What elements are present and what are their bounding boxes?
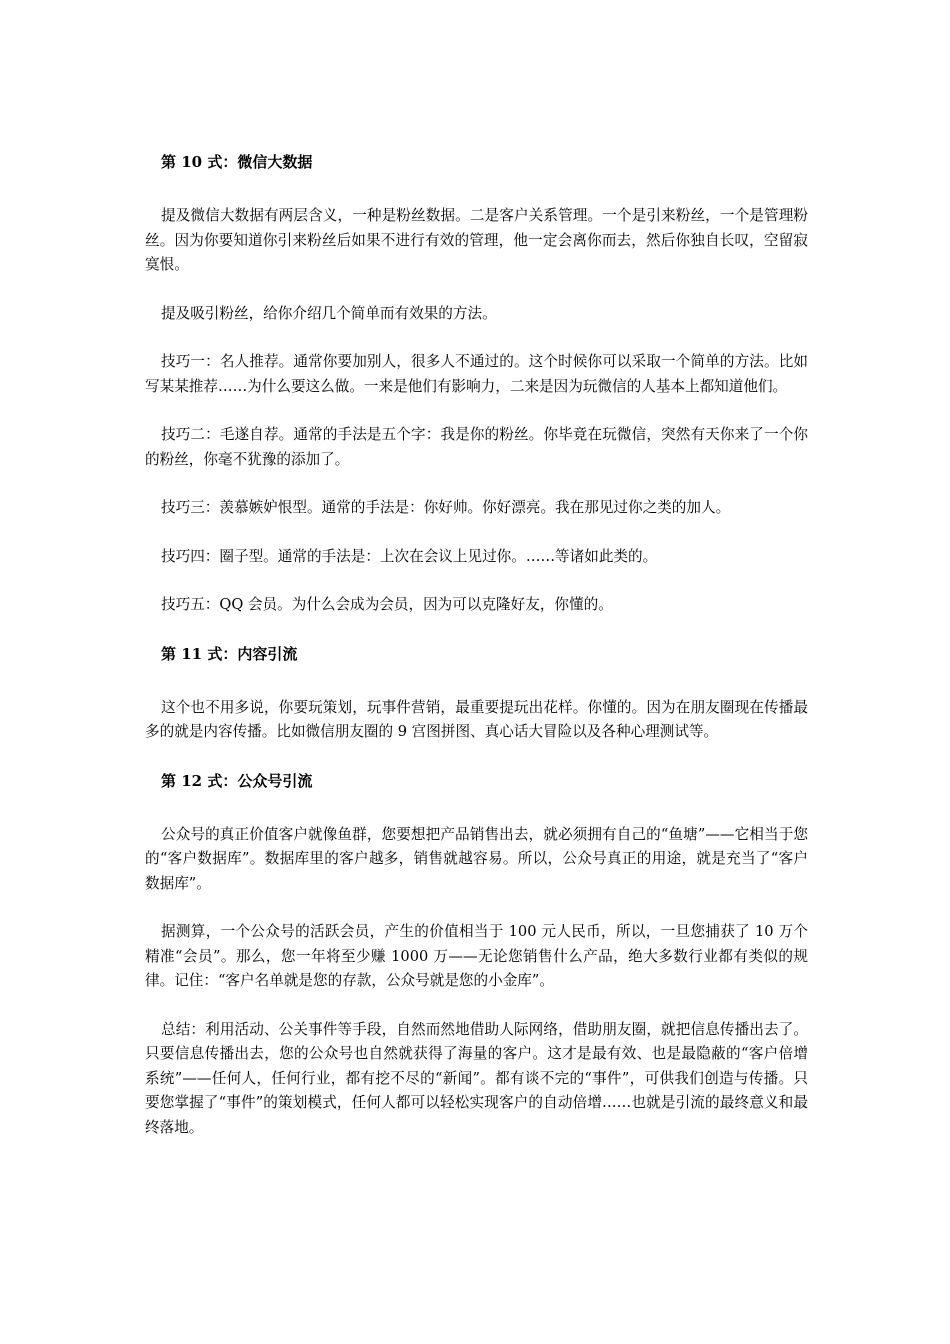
section-heading-12: 第 12 式：公众号引流 — [161, 771, 313, 790]
paragraph: 技巧四：圈子型。通常的手法是：上次在会议上见过你。……等诸如此类的。 — [161, 547, 658, 565]
section-heading-10: 第 10 式：微信大数据 — [161, 153, 313, 171]
paragraph: 技巧二：毛遂自荐。通常的手法是五个字：我是你的粉丝。你毕竟在玩微信，突然有天你来了一个你的粉丝，你毫不犹豫的添加了。 — [145, 426, 808, 468]
paragraph: 这个也不用多说，你要玩策划，玩事件营销，最重要提玩出花样。你懂的。因为在朋友圈现在传播最多的就是内容传播。比如微信朋友圈的 9 宫图拼图、真心话大冒险以及各种心理测试等。 — [145, 698, 808, 740]
paragraph: 提及吸引粉丝，给你介绍几个简单而有效果的方法。 — [161, 304, 497, 322]
paragraph: 技巧三：羡慕嫉妒恨型。通常的手法是：你好帅。你好漂亮。我在那见过你之类的加人。 — [161, 499, 731, 516]
paragraph: 总结：利用活动、公关事件等手段，自然而然地借助人际网络，借助朋友圈，就把信息传播出去了。只要信息传播出去，您的公众号也自然就获得了海量的客户。这才是最有效、也是最隐蔽的“客户倍增系统”——任何人，任何行业，都有挖不尽的“新闻”。都有谈不完的“事件”，可供我们创造与传播。只要您掌握了“事件”的策划模式，任何人都可以轻松实现客户的自动倍增……也就是引流的最终意义和最终落地。 — [145, 1020, 808, 1136]
paragraph: 技巧一：名人推荐。通常你要加别人，很多人不通过的。这个时候你可以采取一个简单的方法。比如写某某推荐……为什么要这么做。一来是他们有影响力，二来是因为玩微信的人基本上都知道他们。 — [145, 353, 808, 395]
paragraph: 公众号的真正价值客户就像鱼群，您要想把产品销售出去，就必须拥有自己的“鱼塘”——它相当于您的“客户数据库”。数据库里的客户越多，销售就越容易。所以，公众号真正的用途，就是充当了“客户数据库”。 — [145, 825, 808, 892]
paragraph: 提及微信大数据有两层含义，一种是粉丝数据。二是客户关系管理。一个是引来粉丝，一个是管理粉丝。因为你要知道你引来粉丝后如果不进行有效的管理，他一定会离你而去，然后你独自长叹，空留寂寞恨。 — [145, 207, 808, 273]
paragraph: 技巧五：QQ 会员。为什么会成为会员，因为可以克隆好友，你懂的。 — [161, 596, 613, 613]
section-heading-11: 第 11 式：内容引流 — [161, 644, 298, 663]
paragraph: 据测算，一个公众号的活跃会员，产生的价值相当于 100 元人民币，所以，一旦您捕获了 10 万个精准“会员”。那么，您一年将至少赚 1000 万——无论您销售什么产品，绝大多数行业都有类似的规律。记住：“客户名单就是您的存款，公众号就是您的小金库”。 — [145, 923, 808, 989]
